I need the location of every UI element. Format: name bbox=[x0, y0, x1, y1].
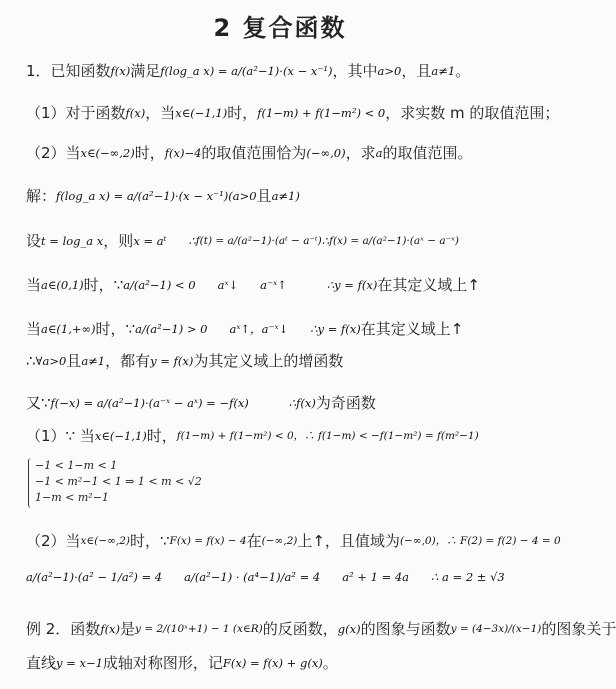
formula: f(x) bbox=[110, 64, 131, 78]
text: 直线 bbox=[26, 654, 57, 672]
formula: (−∞,2) bbox=[261, 535, 298, 547]
formula: ∴ bbox=[310, 322, 318, 336]
solution-line-2 bbox=[26, 230, 552, 252]
formula: a bbox=[375, 146, 383, 160]
problem-statement bbox=[26, 60, 552, 82]
formula: aˣ↑， bbox=[229, 322, 262, 336]
text: 为奇函数 bbox=[315, 394, 376, 412]
formula: f(x) bbox=[100, 622, 121, 636]
text: 又∵ bbox=[26, 394, 51, 412]
formula: f(x) bbox=[125, 106, 146, 120]
formula: g(x) bbox=[337, 622, 361, 636]
formula: x∈(−1,1) bbox=[175, 106, 228, 120]
example-2-line-1 bbox=[26, 618, 616, 640]
inequality: 1−m < m²−1 bbox=[35, 491, 109, 504]
formula: F(x) = f(x) + g(x) bbox=[222, 656, 323, 670]
formula: a∈(0,1) bbox=[41, 278, 84, 292]
text: 时，∵ bbox=[130, 532, 170, 550]
formula: (−∞,0) bbox=[306, 146, 346, 160]
formula: ∀a>0 bbox=[35, 354, 67, 368]
text: 满足 bbox=[130, 62, 161, 80]
text: 且 bbox=[66, 352, 82, 370]
text: 设 bbox=[26, 232, 42, 250]
text: ，求实数 m 的取值范围； bbox=[385, 104, 560, 122]
text: ，都有 bbox=[105, 352, 151, 370]
text: 时，∵ bbox=[83, 276, 124, 294]
text: 的图象与函数 bbox=[360, 620, 451, 638]
formula: f(log_a x) = a/(a²−1)·(x − x⁻¹)(a>0 bbox=[56, 189, 257, 203]
formula: t = log_a x bbox=[41, 234, 104, 248]
part-2-question bbox=[26, 142, 552, 164]
text: （1）∵ 当 bbox=[26, 427, 95, 445]
text: 。 bbox=[322, 654, 338, 672]
solution-line-6 bbox=[26, 392, 552, 414]
text: ，其中 bbox=[332, 62, 378, 80]
page-title: 2 复合函数 bbox=[213, 14, 347, 42]
formula: a/(a²−1)·(a² − 1/a²) = 4 bbox=[26, 570, 163, 584]
text: 为其定义域上的增函数 bbox=[193, 352, 344, 370]
formula: y = x−1 bbox=[56, 656, 103, 670]
text: （2）当 bbox=[26, 144, 81, 162]
text: 在 bbox=[246, 532, 262, 550]
formula: a∈(1,+∞) bbox=[41, 322, 96, 336]
formula: y = f(x) bbox=[150, 354, 194, 368]
formula: ∴ bbox=[326, 278, 335, 292]
formula: x∈(−∞,2) bbox=[80, 146, 135, 160]
text: 解： bbox=[26, 187, 57, 205]
solution-line-1 bbox=[26, 185, 552, 207]
text: 成轴对称图形，记 bbox=[102, 654, 223, 672]
text: 时， bbox=[146, 427, 177, 445]
formula: f(t) = a/(a²−1)·(aᵗ − a⁻ᵗ) bbox=[195, 235, 322, 247]
formula: a≠1 bbox=[431, 64, 456, 78]
formula: F(x) = f(x) − 4 bbox=[169, 535, 247, 547]
formula: f(x) bbox=[296, 396, 316, 410]
formula: a/(a²−1) < 0 bbox=[123, 278, 196, 292]
text: 时，∵ bbox=[95, 320, 136, 338]
formula: a⁻ˣ↑ bbox=[260, 278, 287, 292]
solution-line-3 bbox=[26, 274, 552, 296]
formula: ∴ bbox=[288, 396, 297, 410]
formula: f(x)−4 bbox=[164, 146, 202, 160]
text: ∴ bbox=[26, 352, 36, 370]
text: 的图象关于 bbox=[541, 620, 616, 638]
text: 时， bbox=[134, 144, 165, 162]
formula: f(log_a x) = a/(a²−1)·(x − x⁻¹) bbox=[160, 64, 333, 78]
formula: f(1−m) + f(1−m²) < 0，∴ f(1−m) < −f(1−m²) = f(m²−1) bbox=[176, 430, 479, 442]
solution-line-4 bbox=[26, 318, 552, 340]
formula: x∈(−∞,2) bbox=[80, 535, 130, 547]
text: 。 bbox=[455, 62, 471, 80]
text: 的取值范围。 bbox=[382, 144, 473, 162]
text: 例 2．函数 bbox=[26, 620, 101, 638]
formula: x = aᵗ bbox=[133, 234, 167, 248]
formula: a≠1) bbox=[271, 189, 300, 203]
inequality-system bbox=[28, 458, 202, 508]
inequality: −1 < 1−m < 1 bbox=[35, 459, 118, 472]
formula: a≠1 bbox=[81, 354, 106, 368]
text: 且 bbox=[256, 187, 272, 205]
solution-line-5 bbox=[26, 350, 552, 372]
text: 的取值范围恰为 bbox=[201, 144, 307, 162]
formula: f(x) = a/(a²−1)·(aˣ − a⁻ˣ) bbox=[329, 235, 459, 247]
formula: a>0 bbox=[377, 64, 402, 78]
formula: y = (4−3x)/(x−1) bbox=[450, 623, 542, 635]
text: ，且 bbox=[401, 62, 432, 80]
formula: y = f(x) bbox=[334, 278, 378, 292]
text: 是 bbox=[120, 620, 136, 638]
text: 在其定义域上↑ bbox=[377, 276, 480, 294]
example-2-line-2 bbox=[26, 652, 552, 674]
formula: y = f(x) bbox=[317, 322, 361, 336]
formula: a/(a²−1) · (a⁴−1)/a² = 4 bbox=[184, 570, 321, 584]
formula: ∴ bbox=[321, 234, 330, 248]
part-1-question bbox=[26, 102, 560, 124]
text: 当 bbox=[26, 320, 42, 338]
text: 时， bbox=[227, 104, 258, 122]
solution-part-2-equations bbox=[26, 566, 552, 588]
solution-part-1 bbox=[26, 425, 552, 447]
text: 当 bbox=[26, 276, 42, 294]
text: 上↑，且值域为 bbox=[297, 532, 400, 550]
text: 的反函数， bbox=[262, 620, 338, 638]
formula: a⁻ˣ↓ bbox=[261, 322, 289, 336]
formula: (−∞,0)，∴ F(2) = f(2) − 4 = 0 bbox=[399, 535, 561, 547]
formula: y = 2/(10ˣ+1) − 1 (x∈R) bbox=[135, 623, 263, 635]
formula: aˣ↓ bbox=[217, 278, 239, 292]
text: 1．已知函数 bbox=[26, 62, 111, 80]
formula: f(−x) = a/(a²−1)·(a⁻ˣ − aˣ) = −f(x) bbox=[50, 396, 249, 410]
text: 在其定义域上↑ bbox=[360, 320, 464, 338]
text: ，则 bbox=[103, 232, 134, 250]
formula: a/(a²−1) > 0 bbox=[135, 322, 208, 336]
solution-part-2 bbox=[26, 530, 561, 552]
formula: ∴ bbox=[188, 234, 196, 248]
text: ，求 bbox=[345, 144, 376, 162]
formula: a² + 1 = 4a bbox=[342, 570, 410, 584]
formula: ∴ a = 2 ± √3 bbox=[431, 570, 505, 584]
text: ，当 bbox=[145, 104, 176, 122]
text: （2）当 bbox=[26, 532, 81, 550]
text: （1）对于函数 bbox=[26, 104, 126, 122]
inequality: −1 < m²−1 < 1 ⇒ 1 < m < √2 bbox=[35, 475, 202, 488]
formula: f(1−m) + f(1−m²) < 0 bbox=[257, 106, 386, 120]
formula: x∈(−1,1) bbox=[94, 429, 147, 443]
